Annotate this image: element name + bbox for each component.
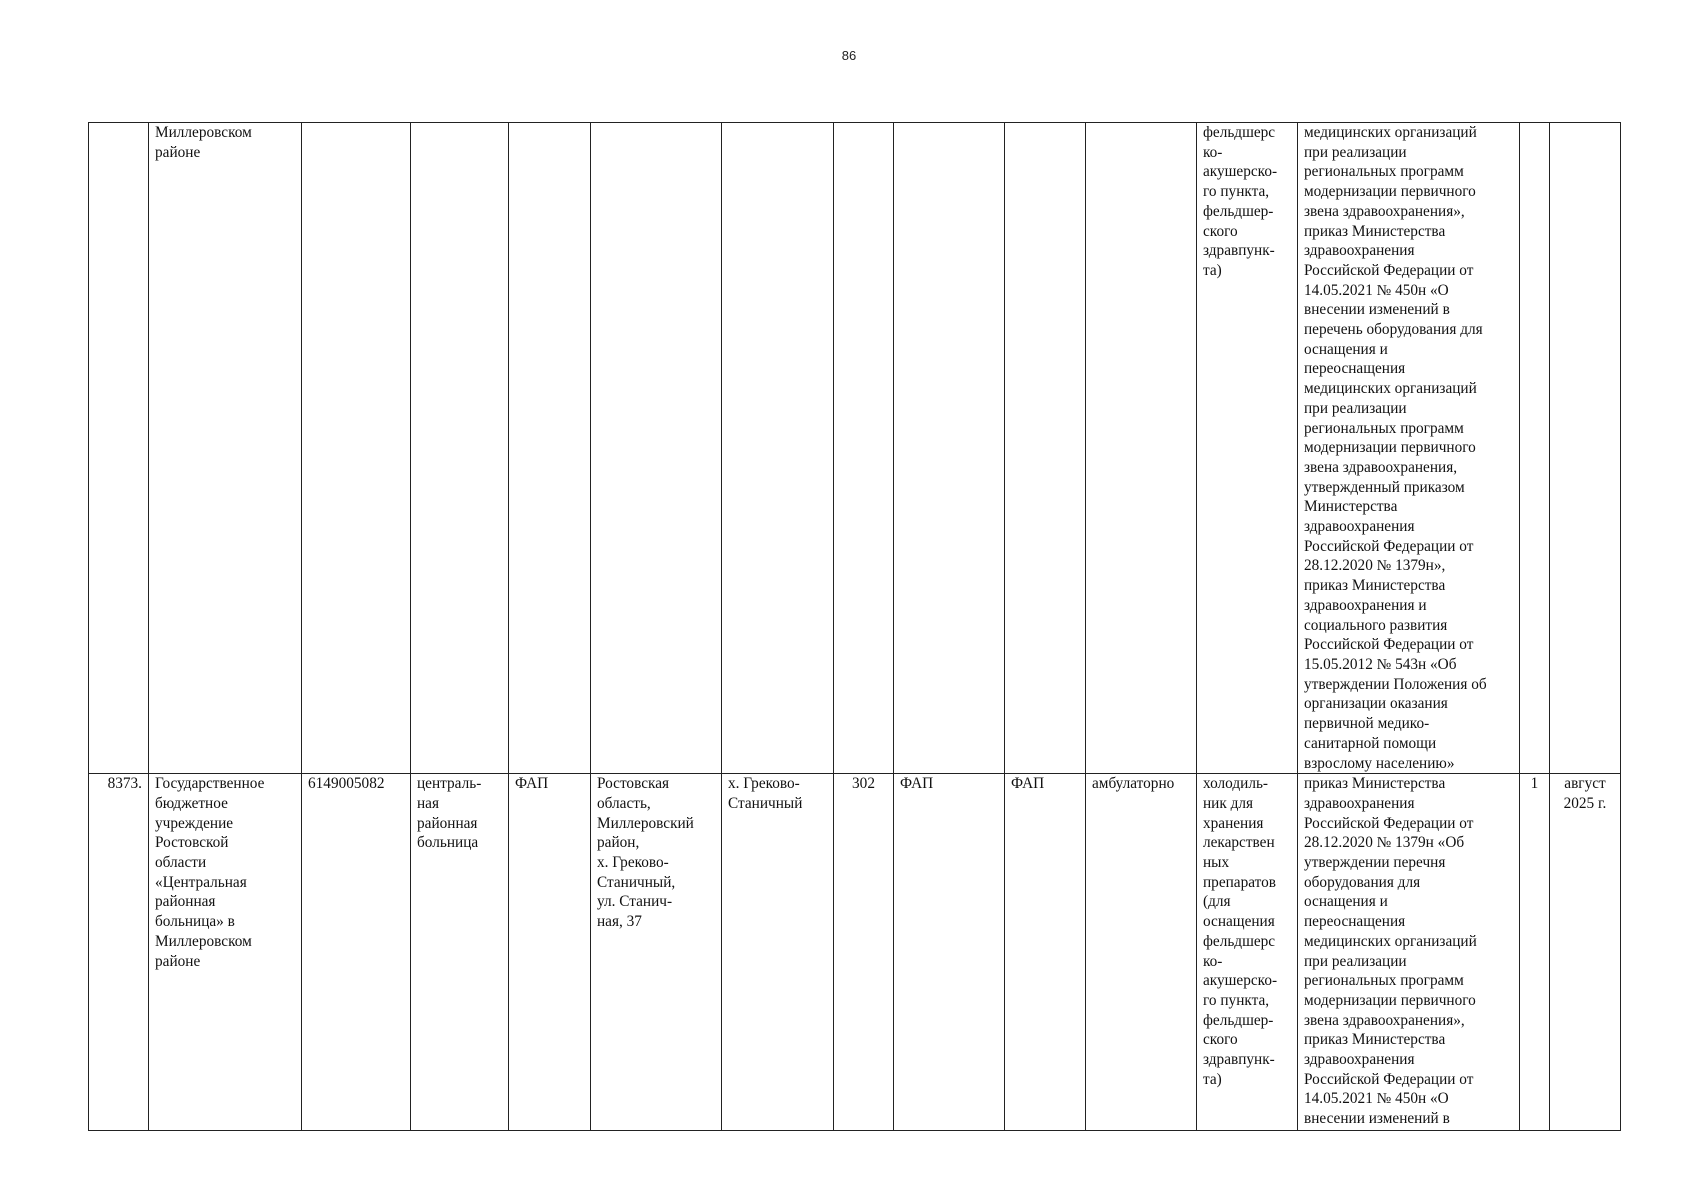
cell-care-form (1086, 123, 1197, 774)
cell-address: Ростовская область, Миллеровский район, х. Греково- Станичный, ул. Станич- ная, 37 (591, 774, 722, 1131)
cell-unit: ФАП (509, 774, 591, 1131)
cell-number (89, 123, 149, 774)
page-number: 86 (841, 48, 857, 63)
cell-unit-type: ФАП (894, 774, 1005, 1131)
cell-equipment: фельдшерс ко- акушерско- го пункта, фельдшер- ского здравпунк- та) (1197, 123, 1298, 774)
cell-legal-basis: приказ Министерства здравоохранения Российской Федерации от 28.12.2020 № 1379н «Об утверждении перечня оборудования для оснащения и переоснащения медицинских организаций при реализации региональных программ модернизации первичного звена здравоохранения», приказ Министерства здравоохранения Российской Федерации от 14.05.2021 № 450н «О внесении изменений в (1298, 774, 1520, 1131)
cell-deadline: август 2025 г. (1550, 774, 1621, 1131)
cell-name: Государственное бюджетное учреждение Ростовской области «Центральная районная больница» в Миллеровском районе (149, 774, 302, 1131)
cell-name: Миллеровском районе (149, 123, 302, 774)
cell-legal-basis: медицинских организаций при реализации региональных программ модернизации первичного звена здравоохранения», приказ Министерства здравоохранения Российской Федерации от 14.05.2021 № 450н «О внесении изменений в перечень оборудования для оснащения и переоснащения медицинских организаций при реализации региональных программ модернизации первичного звена здравоохранения, утвержденный приказом Министерства здравоохранения Российской Федерации от 28.12.2020 № 1379н», приказ Министерства здравоохранения и социального развития Российской Федерации от 15.05.2012 № 543н «Об утверждении Положения об организации оказания первичной медико- санитарной помощи взрослому населению» (1298, 123, 1520, 774)
cell-inn: 6149005082 (302, 774, 411, 1131)
register-table (88, 122, 1621, 1131)
cell-unit-type (894, 123, 1005, 774)
cell-deadline (1550, 123, 1621, 774)
cell-unit-kind: ФАП (1005, 774, 1086, 1131)
cell-unit-kind (1005, 123, 1086, 774)
cell-org-type: централь- ная районная больница (411, 774, 509, 1131)
cell-settlement: х. Греково- Станичный (722, 774, 834, 1131)
table-row (89, 123, 1621, 774)
cell-equipment: холодиль- ник для хранения лекарствен ных препаратов (для оснащения фельдшерс ко- акушерско- го пункта, фельдшер- ского здравпунк- та) (1197, 774, 1298, 1131)
cell-population (834, 123, 894, 774)
cell-care-form: амбулаторно (1086, 774, 1197, 1131)
cell-settlement (722, 123, 834, 774)
cell-address (591, 123, 722, 774)
cell-org-type (411, 123, 509, 774)
cell-inn (302, 123, 411, 774)
cell-quantity (1520, 123, 1550, 774)
cell-unit (509, 123, 591, 774)
table-row (89, 774, 1621, 1131)
cell-quantity: 1 (1520, 774, 1550, 1131)
cell-number: 8373. (89, 774, 149, 1131)
cell-population: 302 (834, 774, 894, 1131)
